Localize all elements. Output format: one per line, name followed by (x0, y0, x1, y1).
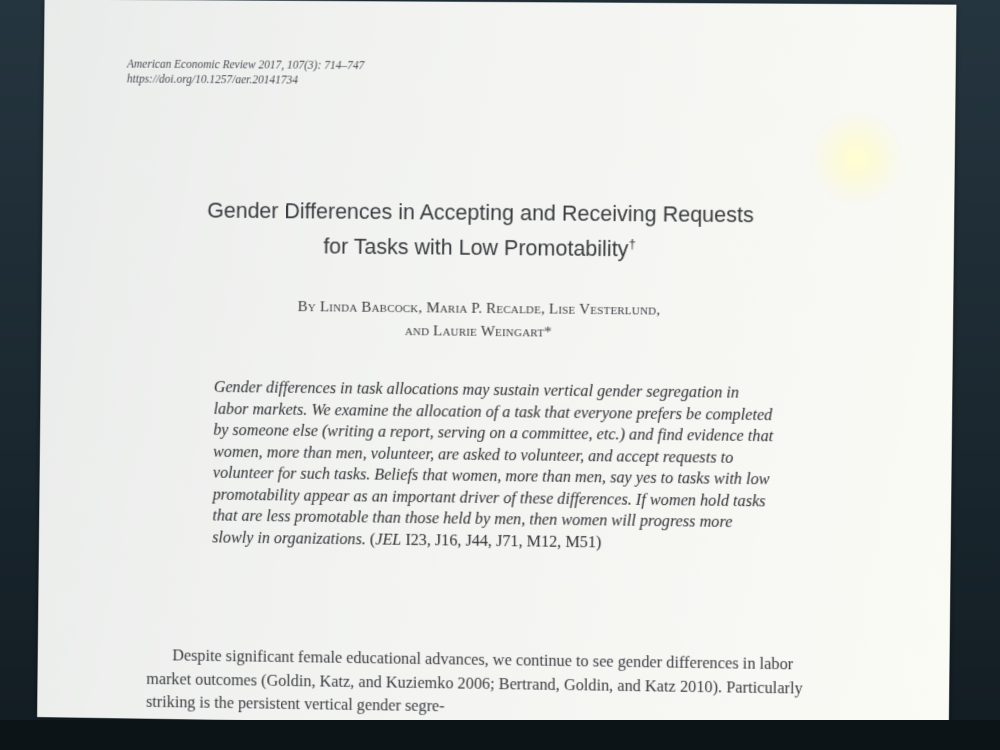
journal-citation: American Economic Review 2017, 107(3): 714–747 (126, 58, 365, 73)
jel-codes (370, 530, 602, 551)
title-footnote-mark: † (628, 236, 636, 252)
abstract-text: Gender differences in task allocations may sustain vertical gender segregation in labor markets. We examine the allocation of a task that everyone prefers be completed by someone else (writing a report, serving on a committee, etc.) and find evidence that women, more than men, volunteer, are asked to volunteer, and accept requests to volunteer for such tasks. Beliefs that women, more than men, say yes to tasks with low promotability appear as an important driver of these differences. If women hold tasks that are less promotable than those held by men, then women will progress more slowly in organizations. (212, 378, 774, 548)
author-list (190, 295, 770, 347)
title-line-2 (141, 225, 821, 266)
jel-open: ( (369, 529, 376, 548)
body-paragraph: Despite significant female educational advances, we continue to see gender differences in labor market outcomes (Goldin, Katz, and Kuziemko 2006; Bertrand, Goldin, and Katz 2010). Particularly striking is the persistent vertical gender segre- (145, 645, 803, 716)
paper-title (141, 195, 821, 266)
authors-names-2: and Laurie Weingart* (404, 323, 552, 341)
projected-slide (37, 0, 956, 731)
jel-code-list: I23, J16, J44, J71, M12, M51) (401, 530, 602, 551)
authors-names-1: Linda Babcock, Maria P. Recalde, Lise Vesterlund, (319, 299, 661, 319)
journal-masthead (127, 58, 365, 89)
authors-prefix: By (297, 299, 317, 316)
doi-link: https://doi.org/10.1257/aer.20141734 (126, 73, 298, 87)
screen-bottom-edge (0, 720, 1000, 750)
title-line-1: Gender Differences in Accepting and Receiving Requests (207, 198, 754, 228)
jel-label: JEL (375, 530, 402, 549)
light-glare (801, 102, 913, 213)
title-line-2-text: for Tasks with Low Promotability (323, 234, 629, 262)
abstract (212, 377, 774, 556)
